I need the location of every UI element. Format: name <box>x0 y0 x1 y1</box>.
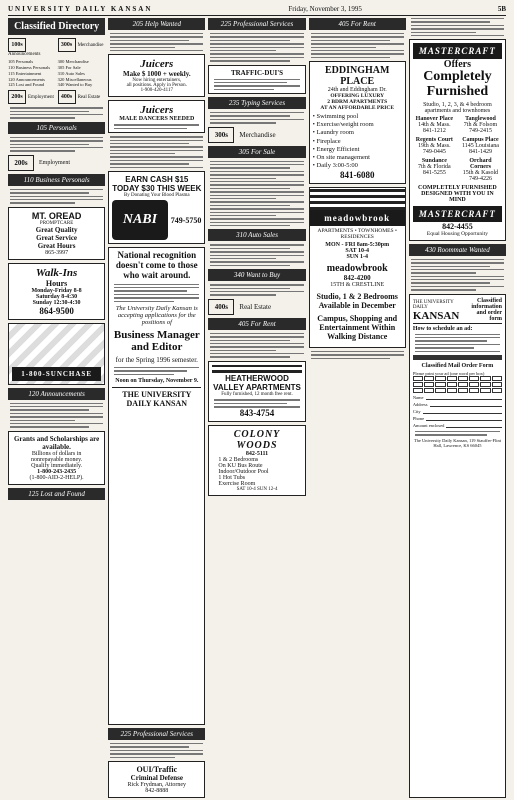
dir-label: Real Estate <box>77 95 101 101</box>
dir-list-item: 115 Entertainment <box>8 70 42 76</box>
masthead-date: Friday, November 3, 1995 <box>288 4 362 13</box>
mt-oread-line: Great Service <box>36 233 78 242</box>
mc-offers: Offers <box>443 59 472 71</box>
colony-phone: 842-5111 <box>245 450 269 457</box>
dir-list-item: 300 Merchandise <box>57 59 89 64</box>
amount-field[interactable]: Amount enclosed <box>413 423 502 428</box>
form-title-kansan: KANSAN <box>412 309 460 322</box>
rates-table <box>413 355 502 360</box>
text-block <box>108 743 205 758</box>
employment-label: Employment <box>39 159 70 166</box>
sunchase-ad <box>8 323 105 385</box>
form-policy: Classified Mail Order Form <box>421 362 494 369</box>
mt-oread-ad <box>8 207 105 260</box>
page-number: 5B <box>497 4 506 13</box>
oui-ad <box>108 761 205 798</box>
mastercraft-logo-2: MASTERCRAFT <box>413 206 502 222</box>
mb-hours: MON - FRI 8am-5:30pm <box>325 242 390 248</box>
eddingham-feature: • Laundry room <box>312 129 354 137</box>
text-block <box>208 33 305 62</box>
eddingham-address: 24th and Eddingham Dr. <box>327 87 387 94</box>
eddingham-feature: • Exercise/weight room <box>312 121 374 129</box>
positions: Business Manager and Editor <box>113 329 200 354</box>
dir-list-item: 340 Wanted to Buy <box>57 82 93 88</box>
column-1 <box>8 18 105 798</box>
address-field[interactable]: Address <box>413 402 502 407</box>
colony-title: COLONY WOODS <box>233 428 281 451</box>
text-block <box>309 351 406 359</box>
heatherwood-sub: Fully furnished, 12 month free rent. <box>221 392 293 398</box>
grants-line: Qualify immediately. <box>31 462 83 469</box>
eddingham-feature: • Swimming pool <box>312 113 359 121</box>
mb-campus: Campus, Shopping and Entertainment Within Walking Distance <box>317 314 398 341</box>
earn-sub: By Donating Your Blood Plasma <box>123 193 190 199</box>
merch-label: Merchandise <box>239 130 276 139</box>
hours-line: Sunday 12:30-4:30 <box>32 299 81 306</box>
attorney-name: Rick Frydman, Attorney <box>127 782 187 788</box>
mc-place: Hanover Place 14th & Mass. 841-1212 <box>415 115 454 134</box>
mb-hours: SAT 10-4 <box>345 248 370 254</box>
section-header: 405 For Rent <box>208 318 305 330</box>
text-block <box>208 112 305 124</box>
directory-grid <box>8 38 105 104</box>
employment-num: 200s <box>8 155 34 171</box>
eddingham-phone: 841-6080 <box>339 170 375 180</box>
dir-num: 400s <box>58 90 76 104</box>
section-header: 340 Want to Buy <box>208 269 305 281</box>
section-header: 125 Lost and Found <box>8 488 105 500</box>
juicers-logo: Juicers <box>140 58 174 71</box>
masthead <box>8 4 506 16</box>
mb-phone: 842-4200 <box>343 274 371 282</box>
dir-list-item: 110 Business Personals <box>8 64 51 70</box>
eddingham-feature: • Energy Efficient <box>312 145 360 153</box>
earn-cash-title: EARN CASH $15 TODAY $30 THIS WEEK <box>112 175 202 194</box>
dir-num: 200s <box>8 90 26 104</box>
mc-place: Regents Court 19th & Mass. 749-0445 <box>415 136 453 155</box>
column-5 <box>409 18 506 798</box>
grants-ad <box>8 431 105 485</box>
city-field[interactable]: City <box>413 409 502 414</box>
grants-phone-alt: (1-800-AID-2-HELP). <box>29 474 84 481</box>
grants-line: Billions of dollars in <box>31 450 82 457</box>
heatherwood-ad <box>208 361 305 422</box>
text-block <box>309 33 406 58</box>
eddingham-feature: • On site management <box>312 153 370 161</box>
deadline: Noon on Thursday, November 9. <box>115 378 199 385</box>
column-2 <box>108 18 205 798</box>
column-3 <box>208 18 305 798</box>
mc-equal-housing: Equal Housing Opportunity <box>426 230 488 237</box>
dir-list-a <box>8 59 56 88</box>
colony-item: Indoor/Outdoor Pool <box>218 468 269 475</box>
dir-list-item: 320 Miscellaneous <box>57 76 92 82</box>
mt-oread-phone: 865-3997 <box>45 249 69 256</box>
dir-num: 300s <box>58 38 76 52</box>
eddingham-ad <box>309 61 406 184</box>
classified-directory-header: Classified Directory <box>8 18 105 35</box>
mt-oread-sub: PROMPTCARE <box>39 220 74 226</box>
dir-merchandise <box>58 38 106 57</box>
mc-place: Campus Place 1145 Louisiana 841-1429 <box>461 136 499 155</box>
grants-line: nonrepayable money. <box>30 456 83 463</box>
dir-label: Merchandise <box>77 43 104 48</box>
section-header: 405 For Rent <box>309 18 406 30</box>
hours-line: Monday-Friday 8-8 <box>31 287 82 294</box>
sunchase-phone: 1-800-SUNCHASE <box>12 367 101 381</box>
mc-place: Orchard Corners 15th & Kasold 749-4226 <box>462 157 499 182</box>
mc-place: Sundance 7th & Florida 841-5255 <box>418 157 451 176</box>
grants-title: Grants and Scholarships are available. <box>13 434 100 451</box>
dir-list-item: 305 For Sale <box>57 64 81 70</box>
mt-oread-title: MT. OREAD <box>31 210 82 221</box>
juicers-line: Now hiring entertainers, <box>132 78 182 84</box>
dir-list-b <box>58 59 106 88</box>
dir-label: Employment <box>28 95 54 101</box>
masthead-title: UNIVERSITY DAILY KANSAN <box>8 4 153 13</box>
text-block <box>208 244 305 266</box>
dir-label: Announcements <box>8 52 41 57</box>
section-header: 310 Auto Sales <box>208 229 305 241</box>
meadowbrook-sub: APARTMENTS • TOWNHOMES • RESIDENCES <box>317 228 397 240</box>
form-howto: How to schedule an ad: <box>412 325 473 332</box>
text-block <box>208 333 305 358</box>
traffic-ad <box>208 65 305 95</box>
udk-recruit-ad <box>108 247 205 725</box>
mt-oread-line: Great Hours <box>37 241 76 250</box>
mc-furnished: COMPLETELY FURNISHED DESIGNED WITH YOU IN MIND <box>418 184 497 203</box>
eddingham-line: OFFERING LUXURY <box>330 93 385 100</box>
form-footer: The University Daily Kansan, 119 Stauffer-Flint Hall, Lawrence, KS 66045 <box>413 437 501 448</box>
text-block <box>208 284 305 296</box>
mc-place: Tanglewood 7th & Folsom 749-2415 <box>463 115 498 134</box>
colony-item: On KU Bus Route <box>218 462 263 469</box>
text-block <box>409 18 506 36</box>
text-block <box>8 403 105 428</box>
colony-item: 1 Hot Tubs <box>218 474 246 481</box>
nabi-logo: NABI <box>112 200 168 240</box>
juicers-phone: 1-900-420-4117 <box>140 88 173 94</box>
dir-list-item: 310 Auto Sales <box>57 70 85 76</box>
hours-phone: 864-9500 <box>39 305 74 316</box>
column-4 <box>309 18 406 798</box>
realestate-label: Real Estate <box>239 302 272 311</box>
mc-phone: 842-4455 <box>442 221 473 231</box>
text-block <box>8 137 105 152</box>
dir-num: 100s <box>8 38 26 52</box>
text-block <box>208 161 305 227</box>
order-form <box>409 294 506 798</box>
meadowbrook-logo: meadowbrook <box>310 210 405 226</box>
colony-item: Exercise Room <box>218 480 256 487</box>
eddingham-line: 2 BDRM APARTMENTS <box>327 99 388 106</box>
colony-woods-ad <box>208 425 305 496</box>
heatherwood-title: HEATHERWOOD VALLEY APARTMENTS <box>213 373 301 392</box>
name-field[interactable]: Name <box>413 395 502 400</box>
criminal-defense: Criminal Defense <box>130 774 183 782</box>
eddingham-feature: • Fireplace <box>312 137 341 145</box>
term: for the Spring 1996 semester. <box>115 356 198 365</box>
udk-logo: THE UNIVERSITY DAILY KANSAN <box>112 387 201 408</box>
hours-line: Saturday 8-4:30 <box>36 293 78 300</box>
eddingham-feature: • Daily 3:00-5:00 <box>312 161 358 169</box>
attorney-phone: 842-8888 <box>145 788 169 794</box>
dir-employment <box>8 90 56 104</box>
form-subtitle: Classified information and order form <box>471 297 503 322</box>
heatherwood-phone: 843-4754 <box>239 407 275 418</box>
walkins-ad <box>8 263 105 320</box>
ad-word-grid[interactable] <box>413 376 502 393</box>
form-field-label: Please print your ad (one word per box) <box>412 370 485 376</box>
dir-realestate <box>58 90 106 104</box>
juicers-dancers-ad <box>108 100 205 133</box>
realestate-marker <box>208 299 305 315</box>
form-title-udk: THE UNIVERSITY DAILY <box>412 299 454 310</box>
section-header: 430 Roommate Wanted <box>409 244 506 256</box>
eddingham-line: AT AN AFFORDABLE PRICE <box>320 105 395 112</box>
mc-completely: Completely Furnished <box>423 69 492 100</box>
section-header: 235 Typing Services <box>208 97 305 109</box>
mt-oread-line: Great Quality <box>35 225 78 234</box>
employment-marker <box>8 155 105 171</box>
mb-availability: Studio, 1 & 2 Bedrooms Available in December <box>316 292 398 310</box>
oui-title: OUI/Traffic <box>136 765 178 774</box>
dir-list-item: 125 Lost and Found <box>8 82 45 88</box>
nabi-ad <box>108 171 205 244</box>
meadowbrook-ad <box>309 187 406 348</box>
mastercraft-logo: MASTERCRAFT <box>413 43 502 59</box>
section-header: 105 Personals <box>8 122 105 134</box>
section-header: 110 Business Personals <box>8 174 105 186</box>
mastercraft-ad <box>409 39 506 240</box>
dir-list-item: 105 Personals <box>8 59 34 64</box>
text-block <box>8 189 105 204</box>
merchandise-marker <box>208 127 305 143</box>
eddingham-title: EDDINGHAM PLACE <box>324 65 390 88</box>
national-title: National recognition doesn't come to those who wait around. <box>115 250 198 280</box>
text-block <box>108 136 205 168</box>
phone-field[interactable]: Phone <box>413 416 502 421</box>
juicers-line: Make $ 1000 + weekly. <box>123 70 191 79</box>
merch-num: 300s <box>208 127 234 143</box>
mc-studio: Studio, 1, 2, 3, & 4 bedroom apartments and townhomes <box>423 101 492 114</box>
kansan-accepting: The University Daily Kansan is accepting applications for the positions of <box>115 305 198 327</box>
dancers-title: MALE DANCERS NEEDED <box>119 116 195 123</box>
section-header: 305 For Sale <box>208 146 305 158</box>
mb-hours: SUN 1-4 <box>346 254 368 260</box>
section-header: 120 Announcements <box>8 388 105 400</box>
juicers-ad <box>108 54 205 97</box>
grants-phone: 1-800-243-2435 <box>37 468 77 475</box>
mb-address: 15TH & CRESTLINE <box>330 282 385 288</box>
section-header: 225 Professional Services <box>108 728 205 740</box>
realestate-num: 400s <box>208 299 234 315</box>
text-block <box>108 33 205 51</box>
section-header: 205 Help Wanted <box>108 18 205 30</box>
traffic-title: TRAFFIC-DUI'S <box>230 68 284 77</box>
walkins-title: Walk-Ins <box>35 266 78 279</box>
nabi-phone: 749-5750 <box>170 215 202 225</box>
section-header: 225 Professional Services <box>208 18 305 30</box>
dir-list-item: 120 Announcements <box>8 76 45 82</box>
colony-item: 1 & 2 Bedrooms <box>218 456 259 463</box>
meadowbrook-name: meadowbrook <box>326 263 388 274</box>
hours-title: Hours <box>45 278 68 288</box>
juicers-line: all positions. Apply in Person. <box>126 83 187 89</box>
text-block <box>409 259 506 291</box>
dir-announcements <box>8 38 56 57</box>
colony-hours: SAT 10-4 SUN 12-4 <box>236 486 278 492</box>
text-block <box>8 107 105 119</box>
juicers-logo-2: Juicers <box>140 104 174 117</box>
